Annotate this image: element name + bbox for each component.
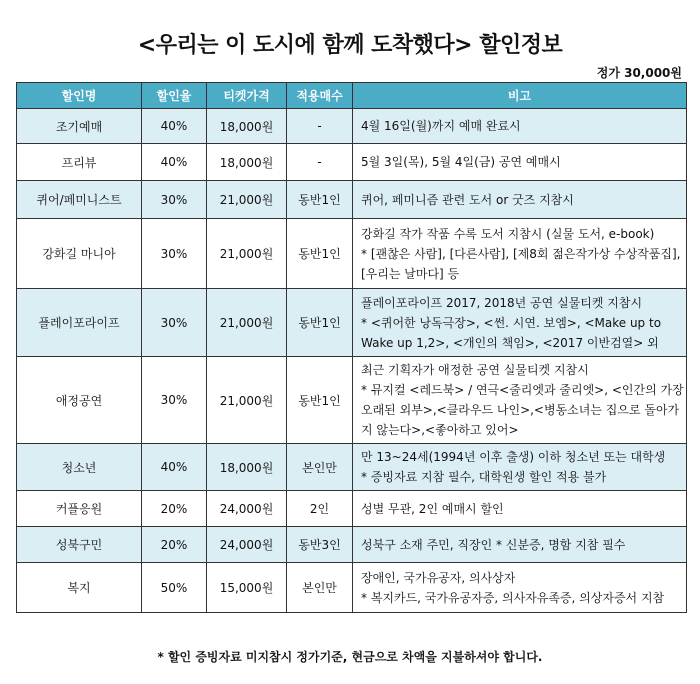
discount-name-cell: 애정공연	[17, 357, 142, 444]
note-cell	[353, 563, 687, 613]
ticket-count-cell: -	[287, 109, 353, 144]
note-line: 오래된 외부>,<클라우드 나인>,<병동소녀는 집으로 돌아가	[361, 403, 680, 417]
note-line: 퀴어, 페미니즘 관련 도서 or 굿즈 지참시	[361, 192, 574, 207]
note-line: 플레이포라이프 2017, 2018년 공연 실물티켓 지참시	[361, 295, 643, 310]
discount-name-cell: 플레이포라이프	[17, 289, 142, 357]
discount-name-cell: 강화길 마니아	[17, 219, 142, 289]
note-line: 지 않는다>,<좋아하고 있어>	[361, 423, 519, 437]
ticket-count-cell: 동반3인	[287, 527, 353, 563]
discount-name-cell: 퀴어/페미니스트	[17, 181, 142, 219]
note-cell	[353, 357, 687, 444]
discount-name-cell: 프리뷰	[17, 144, 142, 181]
note-line: 만 13~24세(1994년 이후 출생) 이하 청소년 또는 대학생	[361, 450, 666, 464]
header-ticket-price: 티켓가격	[207, 83, 287, 109]
ticket-count-cell: 동반1인	[287, 357, 353, 444]
table-row	[17, 527, 687, 563]
note-line: [우리는 날마다] 등	[361, 266, 460, 281]
note-cell	[353, 527, 687, 563]
note-line: Wake up 1,2>, <개인의 책임>, <2017 이반검열> 외	[361, 335, 659, 350]
discount-rate-cell: 30%	[142, 289, 207, 357]
note-cell	[353, 109, 687, 144]
note-cell	[353, 181, 687, 219]
header-note: 비고	[353, 83, 687, 109]
ticket-price-cell: 21,000원	[207, 181, 287, 219]
discount-rate-cell: 30%	[142, 357, 207, 444]
ticket-count-cell: 2인	[287, 491, 353, 527]
ticket-price-cell: 18,000원	[207, 109, 287, 144]
note-line: 장애인, 국가유공자, 의사상자	[361, 570, 516, 585]
discount-rate-cell: 30%	[142, 181, 207, 219]
note-cell	[353, 491, 687, 527]
discount-name-cell: 커플응원	[17, 491, 142, 527]
ticket-price-cell: 24,000원	[207, 491, 287, 527]
table-row	[17, 444, 687, 491]
note-cell	[353, 289, 687, 357]
table-row	[17, 491, 687, 527]
ticket-price-cell: 21,000원	[207, 289, 287, 357]
discount-rate-cell: 30%	[142, 219, 207, 289]
header-ticket-count: 적용매수	[287, 83, 353, 109]
table-header-row	[17, 83, 687, 109]
ticket-count-cell: 동반1인	[287, 219, 353, 289]
header-discount-rate: 할인율	[142, 83, 207, 109]
discount-name-cell: 조기예매	[17, 109, 142, 144]
note-line: 성별 무관, 2인 예매시 할인	[361, 501, 504, 516]
header-discount-name: 할인명	[17, 83, 142, 109]
note-line: * 뮤지컬 <레드북> / 연극<줄리엣과 줄리엣>, <인간의 가장	[361, 383, 684, 397]
note-line: * 증빙자료 지참 필수, 대학원생 할인 적용 불가	[361, 470, 607, 484]
note-line: * [괜찮은 사람], [다른사람], [제8회 젊은작가상 수상작품집],	[361, 246, 681, 261]
ticket-price-cell: 24,000원	[207, 527, 287, 563]
ticket-price-cell: 21,000원	[207, 219, 287, 289]
ticket-count-cell: -	[287, 144, 353, 181]
note-line: 최근 기획자가 애정한 공연 실물티켓 지참시	[361, 363, 589, 377]
discount-rate-cell: 50%	[142, 563, 207, 613]
footer-notice: * 할인 증빙자료 미지참시 정가기준, 현금으로 차액을 지불하셔야 합니다.	[157, 650, 543, 664]
ticket-price-cell: 15,000원	[207, 563, 287, 613]
discount-name-cell: 성북구민	[17, 527, 142, 563]
table-row	[17, 219, 687, 289]
note-cell	[353, 219, 687, 289]
page-title: <우리는 이 도시에 함께 도착했다> 할인정보	[137, 33, 563, 58]
table-row	[17, 289, 687, 357]
note-cell	[353, 144, 687, 181]
table-row	[17, 144, 687, 181]
discount-rate-cell: 20%	[142, 491, 207, 527]
discount-rate-cell: 40%	[142, 144, 207, 181]
note-line: 5월 3일(목), 5월 4일(금) 공연 예매시	[361, 155, 561, 169]
discount-name-cell: 청소년	[17, 444, 142, 491]
note-line: * <퀴어한 낭독극장>, <썬. 시연. 보엠>, <Make up to	[361, 315, 662, 330]
ticket-price-cell: 18,000원	[207, 444, 287, 491]
discount-rate-cell: 40%	[142, 444, 207, 491]
ticket-count-cell: 본인만	[287, 444, 353, 491]
regular-price: 정가 30,000원	[596, 66, 682, 80]
ticket-price-cell: 18,000원	[207, 144, 287, 181]
discount-table	[16, 82, 687, 613]
table-row	[17, 563, 687, 613]
discount-name-cell: 복지	[17, 563, 142, 613]
ticket-count-cell: 본인만	[287, 563, 353, 613]
table-row	[17, 109, 687, 144]
discount-rate-cell: 40%	[142, 109, 207, 144]
note-line: 4월 16일(월)까지 예매 완료시	[361, 119, 521, 133]
table-row	[17, 181, 687, 219]
table-row	[17, 357, 687, 444]
ticket-price-cell: 21,000원	[207, 357, 287, 444]
note-line: 성북구 소재 주민, 직장인 * 신분증, 명함 지참 필수	[361, 537, 626, 552]
note-line: 강화길 작가 작품 수록 도서 지참시 (실물 도서, e-book)	[361, 226, 655, 241]
ticket-count-cell: 동반1인	[287, 289, 353, 357]
ticket-count-cell: 동반1인	[287, 181, 353, 219]
note-cell	[353, 444, 687, 491]
note-line: * 복지카드, 국가유공자증, 의사자유족증, 의상자증서 지참	[361, 590, 665, 605]
discount-rate-cell: 20%	[142, 527, 207, 563]
